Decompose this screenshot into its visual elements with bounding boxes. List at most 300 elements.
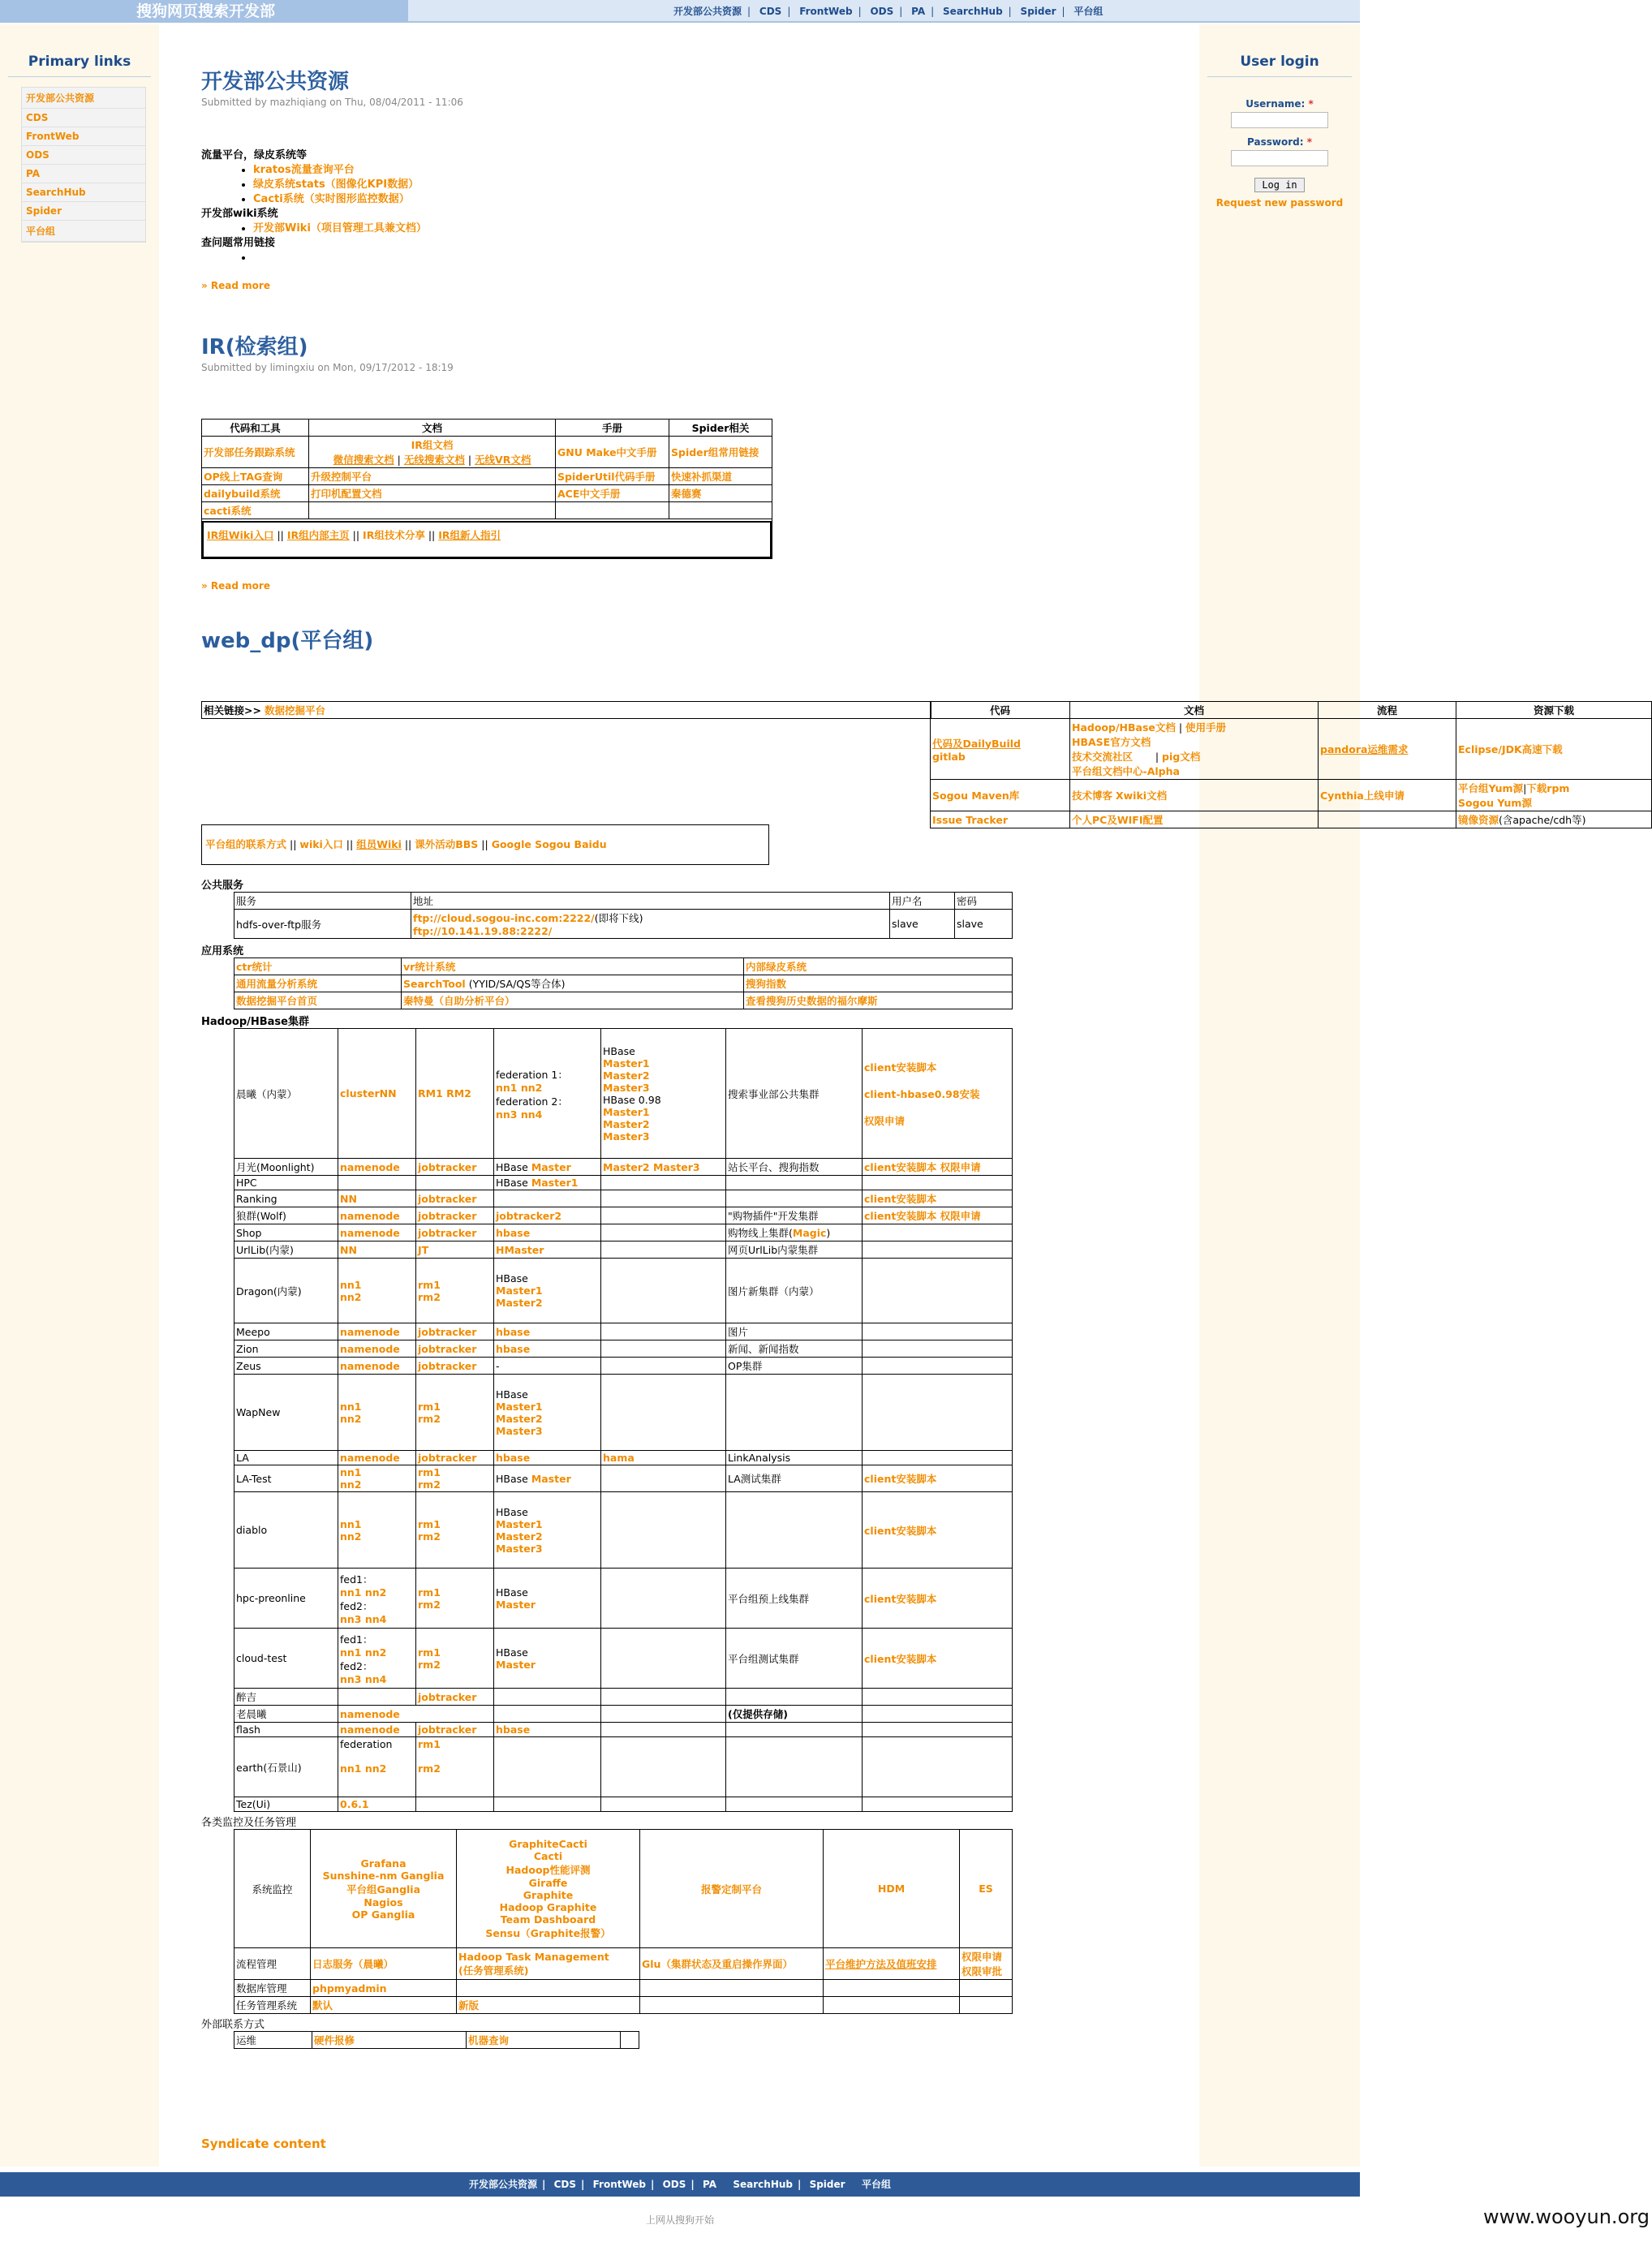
cluster-link[interactable]: jobtracker [418,1342,477,1355]
monitor-link[interactable]: HDM [877,1883,906,1895]
monitor-link[interactable]: Grafana [360,1857,407,1870]
cluster-desc: 搜索事业部公共集群 [726,1029,863,1159]
node-title[interactable]: 开发部公共资源 [201,70,350,94]
quick-link[interactable]: IR组内部主页 [286,529,350,541]
cluster-link[interactable]: rm1 [418,1646,441,1659]
quick-link[interactable]: IR组Wiki入口 [207,529,274,541]
table-link[interactable]: 微信搜索文档 [333,454,394,466]
table-header: 文档 [1070,702,1319,719]
cluster-name: 晨曦（内蒙） [234,1029,338,1159]
table-header: 服务 [234,893,411,910]
cluster-link[interactable]: client安装脚本 [864,1061,937,1074]
cluster-name: UrlLib(内蒙) [234,1241,338,1259]
cluster-link[interactable]: Magic [792,1227,827,1239]
primary-link[interactable]: PA [911,6,926,17]
cluster-link[interactable]: nn1 [340,1466,362,1478]
table-link[interactable]: Spider组常用链接 [671,446,759,458]
cluster-link[interactable]: Master2 [496,1530,543,1543]
contact-link[interactable]: wiki入口 [299,838,343,850]
section-heading: 开发部wiki系统 [201,208,278,220]
cluster-link[interactable]: nn2 [340,1478,362,1491]
cluster-link[interactable]: Master2 [603,1117,650,1130]
primary-link[interactable]: Spider [1020,6,1056,17]
cluster-link[interactable]: 0.6.1 [340,1798,369,1810]
cluster-link[interactable]: nn1 [340,1517,362,1530]
table-link[interactable]: pandora运维需求 [1320,743,1409,755]
monitor-link[interactable]: Cacti [533,1849,563,1862]
cluster-name: diablo [234,1492,338,1569]
cluster-name: Dragon(内蒙) [234,1259,338,1323]
footer-link[interactable]: FrontWeb [592,2179,647,2190]
section-heading: 外部联系方式 [201,2019,265,2031]
table-header: 代码 [931,702,1070,719]
submitted-info: Submitted by limingxiu on Mon, 09/17/2012 - 18:19 [201,362,454,373]
monitor-link[interactable]: Sunshine-nm Ganglia [322,1869,445,1882]
cluster-link[interactable]: Master [531,1472,571,1485]
monitor-link[interactable]: Sensu（Graphite报警） [485,1926,611,1939]
cluster-link[interactable]: RM1 RM2 [418,1087,471,1099]
cluster-link[interactable]: Master1 [496,1285,543,1297]
cluster-link[interactable]: rm2 [418,1762,441,1775]
cluster-link[interactable]: nn3 nn4 [496,1108,543,1121]
cluster-link[interactable]: nn2 [340,1412,362,1425]
cluster-link[interactable]: namenode [340,1359,400,1372]
external-link[interactable]: 机器查询 [468,2034,510,2046]
app-link[interactable]: 查看搜狗历史数据的福尔摩斯 [746,995,878,1007]
related-label: 相关链接>> [204,704,261,716]
cluster-link[interactable]: nn1 nn2 [496,1081,543,1094]
cluster-link[interactable]: Master2 [603,1069,650,1082]
monitor-link[interactable]: Hadoop Graphite [499,1900,597,1913]
cluster-link[interactable]: HMaster [496,1243,544,1256]
table-link[interactable]: 代码及DailyBuild [932,737,1021,750]
table-link[interactable]: ACE中文手册 [557,488,621,500]
password-label: Password: * [1247,136,1312,148]
table-cell: slave [890,910,955,939]
cluster-link[interactable]: Master1 [603,1056,650,1069]
table-link[interactable]: 使用手册 [1185,721,1227,734]
primary-link[interactable]: 开发部公共资源 [673,6,742,17]
row-label: 任务管理系统 [234,1997,311,2014]
cluster-link[interactable]: Master [496,1658,536,1671]
table-link[interactable]: Xwiki文档 [1116,790,1168,802]
hadoop-cluster-table: 晨曦（内蒙） clusterNN RM1 RM2 federation 1： nn1 nn2 federation 2： nn3 nn4 HBase Master1 Master2 Master3 HBase 0.98 Master1 Master2 Master3 搜索事业部公共集群 client安装脚本 client-hbase0.98安装 权限申请 月光(Moonlight) namenode jobtracker HBase Master Master2 Master3 站长平台、搜狗指数 client安装脚本 权限申请 HPC HBase Master1 Ranking NN jobtracker client安装脚本 狼群(Wolf) namenode jobtracker jobtracker2 "购物插件"开发集群 client安装脚本 权限申请 Shop namenode jobtracker hbase 购物线上集群(Magic) UrlLib(内蒙) NN JT HMaster 网页UrlLib内蒙集群 Dragon(内蒙) nn1 nn2 rm1 rm2 HBase Master1 Master2 图片新集群（内蒙） Meepo namenode jobtracker hbase 图片 Zion namenode jobtracker hbase 新闻、新闻指数 Zeus namenode jobtracker - OP集群 WapNew nn1 nn2 rm1 rm2 HBase Master1 Master2 Master3 LA namenode jobtracker hbase hama LinkAnalysis LA-Test nn1 nn2 rm1 rm2 HBase Master LA测试集群 client安装脚本 diablo nn1 nn2 rm1 rm2 HBase Master1 Master2 Master3 client安装脚本 hpc-preonline fed1： nn1 nn2 fed2： nn3 nn4 rm1 rm2 HBase Master 平台组预上线集群 client安装脚本 cloud-test fed1： nn1 nn2 fed2： nn3 nn4 rm1 rm2 HBase Master 平台组测试集群 client安装脚本 醉吉 jobtracker 老晨曦 namenode (仅提供存储) flash namenode jobtracker hbase earth(石景山) federation nn1 nn2 rm1 rm2 Tez(Ui) 0.6.1 [234,1028,1013,1812]
cluster-link[interactable]: Master3 [496,1424,543,1437]
cluster-link[interactable]: rm1 [418,1586,441,1599]
cluster-link[interactable]: hbase [496,1342,531,1355]
app-link[interactable]: SearchTool [403,978,466,990]
cluster-name: Tez(Ui) [234,1797,338,1812]
monitor-link[interactable]: 权限审批 [962,1965,1003,1977]
cluster-link[interactable]: nn3 nn4 [340,1612,387,1625]
cluster-link[interactable]: namenode [340,1342,400,1355]
cluster-link[interactable]: nn1 nn2 [340,1646,387,1659]
cluster-link[interactable]: rm1 [418,1278,441,1291]
row-label: 数据库管理 [234,1980,311,1997]
cluster-link[interactable]: namenode [340,1209,400,1222]
cluster-link[interactable]: client安装脚本 [864,1592,937,1605]
footer-bar: 开发部公共资源 | CDS | FrontWeb | ODS | PA SearchHub | Spider 平台组 [0,2172,1360,2197]
cluster-link[interactable]: hbase [496,1723,531,1736]
table-link[interactable]: Sogou Yum源 [1458,797,1532,809]
cluster-link[interactable]: NN [340,1243,357,1256]
cluster-name: flash [234,1723,338,1737]
cluster-link[interactable]: namenode [340,1325,400,1338]
cluster-link[interactable]: jobtracker [418,1325,477,1338]
related-links-table [201,701,931,719]
resource-link[interactable]: kratos流量查询平台 [253,164,355,176]
table-header: 用户名 [890,893,955,910]
section-heading: 各类监控及任务管理 [201,1817,297,1829]
cluster-link[interactable]: nn1 [340,1400,362,1413]
cluster-link[interactable]: Master3 [496,1542,543,1555]
app-link[interactable]: vr统计系统 [403,961,456,973]
cluster-desc: "购物插件"开发集群 [726,1207,863,1224]
cluster-desc: (仅提供存储) [728,1708,788,1720]
table-link[interactable]: Issue Tracker [932,813,1009,826]
read-more-link[interactable]: » Read more [201,280,270,291]
table-link[interactable]: 技术博客 [1072,790,1113,802]
table-link[interactable]: 个人PC及WIFI配置 [1072,814,1164,826]
footer-link[interactable]: Spider [809,2179,845,2190]
sidebar-item[interactable]: 平台组 [22,221,145,242]
table-link[interactable]: pig文档 [1162,751,1201,763]
cluster-link[interactable]: Master1 [496,1517,543,1530]
cluster-link[interactable]: namenode [340,1226,400,1239]
monitor-link[interactable]: 日志服务（晨曦） [312,1958,394,1970]
section-heading: 流量平台，绿皮系统等 [201,149,308,161]
ftp-link[interactable]: ftp://cloud.sogou-inc.com:2222/ [413,912,595,924]
cluster-link[interactable]: 权限申请 [864,1114,906,1127]
footer-link[interactable]: PA [703,2179,716,2190]
table-header: 手册 [556,420,669,437]
cluster-name: earth(石景山) [234,1737,338,1797]
section-heading: 查问题常用链接 [201,237,276,249]
cluster-link[interactable]: namenode [340,1452,400,1464]
main-content [201,65,1652,2151]
cluster-link[interactable]: nn2 [340,1290,362,1303]
public-services-table: 服务 地址 用户名 密码 hdfs-over-ftp服务 ftp://cloud.sogou-inc.com:2222/(即将下线) ftp://10.141.19.88:2222/ slave slave [234,892,1013,939]
monitor-link[interactable]: 新版 [458,1999,480,2012]
cluster-name: cloud-test [234,1629,338,1689]
sidebar-item[interactable]: ODS [22,146,145,165]
monitor-link[interactable]: OP Ganglia [351,1908,415,1921]
row-label: 流程管理 [234,1948,311,1980]
external-link[interactable]: 硬件报修 [314,2034,355,2046]
monitor-link[interactable]: ES [979,1883,993,1895]
cluster-link[interactable]: client安装脚本 权限申请 [864,1210,981,1222]
table-link[interactable]: 打印机配置文档 [311,488,382,500]
cluster-name: Shop [234,1224,338,1241]
cluster-link[interactable]: nn1 nn2 [340,1762,387,1775]
table-link[interactable]: 开发部任务跟踪系统 [204,446,295,458]
table-link[interactable]: SpiderUtil代码手册 [557,471,656,483]
contact-link[interactable]: Google Sogou Baidu [491,838,607,850]
cluster-link[interactable]: jobtracker [418,1690,477,1703]
sidebar-item[interactable]: PA [22,165,145,183]
cluster-name: LA-Test [234,1465,338,1492]
cluster-link[interactable]: hbase [496,1452,531,1464]
primary-link[interactable]: ODS [870,6,894,17]
cluster-link[interactable]: nn1 [340,1278,362,1291]
primary-links: 开发部公共资源 | CDS | FrontWeb | ODS | PA | SearchHub | Spider | 平台组 [673,6,1103,17]
ftp-link[interactable]: ftp://10.141.19.88:2222/ [413,925,553,937]
monitor-link[interactable]: Glu（集群状态及重启操作界面） [642,1958,793,1970]
external-table [234,2031,639,2049]
cluster-link[interactable]: rm2 [418,1658,441,1671]
footer-link[interactable]: ODS [662,2179,686,2190]
monitor-link[interactable]: GraphiteCacti [509,1837,587,1850]
sidebar-menu [21,87,146,243]
cluster-name: hpc-preonline [234,1569,338,1629]
monitor-link[interactable]: 平台组Ganglia [346,1883,421,1896]
cluster-name: WapNew [234,1375,338,1451]
cluster-link[interactable]: jobtracker [418,1359,477,1372]
cluster-name: Ranking [234,1190,338,1207]
row-label: 运维 [234,2032,312,2049]
resources-table: 代码 文档 流程 资源下载 代码及DailyBuild gitlab Hadoop/HBase文档 | 使用手册 HBASE官方文档 技术交流社区 | pig文档 平台组文档中心-Alpha pandora运维需求 Eclipse/JDK高速下载 Sogou Maven库 技术博客 Xwiki文档 Cynthia上线申请 平台组Yum源|下载rpm Sogou Yum源 Issue Tracker 个人PC及WIFI配置 镜像资源(含apache/cdh等) [930,701,1652,828]
cluster-link[interactable]: clusterNN [340,1087,397,1099]
footer-link[interactable]: 平台组 [861,2179,891,2190]
app-link[interactable]: 数据挖掘平台首页 [236,995,318,1007]
cluster-link[interactable]: jobtracker2 [496,1209,562,1222]
cluster-name: 醉吉 [234,1689,338,1706]
submitted-info: Submitted by mazhiqiang on Thu, 08/04/2011 - 11:06 [201,97,463,108]
user-login-title: User login [1207,24,1352,77]
ir-quick-links: IR组Wiki入口 || IR组内部主页 || IR组技术分享 || IR组新人指引 [202,521,772,558]
cluster-link[interactable]: Master3 [603,1081,650,1094]
username-label: Username: * [1245,98,1314,110]
footer-link[interactable]: 开发部公共资源 [469,2179,538,2190]
table-cell: slave [955,910,1013,939]
app-link[interactable]: 内部绿皮系统 [746,961,807,973]
monitor-link[interactable]: 平台维护方法及值班安排 [825,1958,937,1970]
cluster-link[interactable]: rm1 [418,1466,441,1478]
cluster-name: Zion [234,1340,338,1358]
cluster-link[interactable]: namenode [340,1723,400,1736]
table-link[interactable]: Eclipse/JDK高速下载 [1458,743,1563,755]
table-link[interactable]: IR组文档 [411,439,454,451]
primary-link[interactable]: SearchHub [943,6,1003,17]
cluster-name: LA [234,1451,338,1465]
monitor-link[interactable]: Hadoop Task Management [458,1950,609,1963]
cluster-link[interactable]: jobtracker [418,1723,477,1736]
cluster-link[interactable]: Master1 [496,1400,543,1413]
cluster-link[interactable]: Master [531,1160,571,1173]
ir-links-table: 代码和工具 文档 手册 Spider相关 开发部任务跟踪系统 IR组文档 微信搜索文档 | 无线搜索文档 | 无线VR文档 GNU Make中文手册 Spider组常用链接 OP线上TAG查询 升级控制平台 SpiderUtil代码手册 快速补抓渠道 dailybuild系统 打印机配置文档 ACE中文手册 秦德赛 cacti系统 IR组Wiki入口 || IR组内部主页 || IR组技术分享 || IR组新人指引 [201,419,772,559]
cluster-link[interactable]: Master1 [603,1105,650,1118]
table-text: (含apache/cdh等) [1499,814,1586,826]
footer-note: 上网从搜狗开始 [645,2214,714,2226]
site-name[interactable]: 搜狗网页搜索开发部 [0,0,408,23]
login-button[interactable]: Log in [1254,178,1304,192]
read-more-link[interactable]: » Read more [201,580,270,592]
cluster-name: 月光(Moonlight) [234,1159,338,1176]
table-link[interactable]: 平台组文档中心-Alpha [1072,765,1180,777]
syndicate-link[interactable]: Syndicate content [201,2137,326,2151]
footer-link[interactable]: CDS [553,2179,577,2190]
monitor-link[interactable]: 权限申请 [962,1951,1003,1963]
cluster-name: Meepo [234,1323,338,1340]
cluster-link[interactable]: client-hbase0.98安装 [864,1087,980,1100]
table-link[interactable]: Sogou Maven库 [932,790,1020,802]
watermark: www.wooyun.org [1483,2205,1650,2228]
app-link[interactable]: ctr统计 [236,961,273,973]
cluster-link[interactable]: hbase [496,1226,531,1239]
cluster-link[interactable]: rm1 [418,1738,441,1750]
cluster-link[interactable]: Master2 [496,1412,543,1425]
table-link[interactable]: 镜像资源 [1458,814,1499,826]
cluster-link[interactable]: namenode [340,1160,400,1173]
cluster-desc: - [494,1358,601,1375]
table-link[interactable]: 技术交流社区 [1072,751,1134,763]
table-header: 流程 [1319,702,1456,719]
cluster-link[interactable]: jobtracker [418,1192,477,1205]
table-link[interactable]: 无线搜索文档 [403,454,465,466]
app-link[interactable]: 搜狗指数 [746,978,787,990]
cluster-link[interactable]: Master2 Master3 [603,1160,700,1173]
cluster-link[interactable]: rm1 [418,1400,441,1413]
table-link[interactable]: 下载rpm [1526,782,1570,794]
table-link[interactable]: Cynthia上线申请 [1320,790,1405,802]
cluster-desc: 网页UrlLib内蒙集群 [726,1241,863,1259]
table-link[interactable]: 快速补抓渠道 [671,471,733,483]
cluster-name: HPC [234,1176,338,1190]
cluster-link[interactable]: client安装脚本 [864,1473,937,1485]
sidebar-item[interactable]: SearchHub [22,183,145,202]
footer-link[interactable]: SearchHub [733,2179,793,2190]
cluster-link[interactable]: namenode [340,1707,400,1720]
table-link[interactable]: gitlab [932,750,966,763]
cluster-link[interactable]: Master1 [531,1177,579,1189]
cluster-desc: 新闻、新闻指数 [726,1340,863,1358]
cluster-name: 狼群(Wolf) [234,1207,338,1224]
cluster-link[interactable]: client安装脚本 权限申请 [864,1161,981,1173]
monitor-link[interactable]: 默认 [312,1999,333,2012]
resource-link[interactable]: 开发部Wiki（项目管理工具兼文档） [253,222,427,235]
table-link[interactable]: 升级控制平台 [311,471,372,483]
sidebar-item[interactable]: 开发部公共资源 [22,88,145,109]
cluster-link[interactable]: client安装脚本 [864,1524,937,1537]
cluster-link[interactable]: client安装脚本 [864,1652,937,1665]
section-heading: 公共服务 [201,880,244,892]
cluster-name: Zeus [234,1358,338,1375]
node-title[interactable]: IR(检索组) [201,335,308,359]
cluster-link[interactable]: client安装脚本 [864,1193,937,1205]
section-heading: Hadoop/HBase集群 [201,1016,309,1028]
cluster-link[interactable]: jobtracker [418,1226,477,1239]
table-link[interactable]: dailybuild系统 [204,488,281,500]
cluster-link[interactable]: jobtracker [418,1209,477,1222]
cluster-link[interactable]: Master3 [603,1130,650,1143]
contact-link[interactable]: 平台组的联系方式 [205,838,287,850]
related-link[interactable]: 数据挖掘平台 [264,704,325,716]
cluster-link[interactable]: Master2 [496,1297,543,1309]
cluster-desc: 图片 [726,1323,863,1340]
cluster-link[interactable]: NN [340,1192,357,1205]
sidebar-item[interactable]: Spider [22,202,145,221]
cluster-link[interactable]: rm2 [418,1478,441,1491]
table-cell: hdfs-over-ftp服务 [234,910,411,939]
app-link[interactable]: 通用流量分析系统 [236,978,318,990]
monitor-link[interactable]: Nagios [364,1896,403,1908]
table-header: Spider相关 [669,420,772,437]
monitor-link[interactable]: 报警定制平台 [700,1883,762,1896]
quick-link[interactable]: IR组技术分享 [363,529,425,541]
table-header: 资源下载 [1456,702,1652,719]
cluster-link[interactable]: rm2 [418,1530,441,1543]
app-link[interactable]: 秦特曼（自助分析平台） [403,995,515,1007]
contact-link[interactable]: 组员Wiki [356,838,402,850]
request-password-link[interactable]: Request new password [1215,197,1344,209]
sidebar-item[interactable]: FrontWeb [22,127,145,146]
table-header: 密码 [955,893,1013,910]
cluster-link[interactable]: JT [418,1243,429,1256]
node-body [201,148,1652,265]
monitor-link[interactable]: Giraffe [528,1876,568,1889]
cluster-link[interactable]: rm2 [418,1412,441,1425]
cluster-link[interactable]: rm2 [418,1598,441,1611]
resource-link[interactable]: Cacti系统（实时图形监控数据） [253,193,410,205]
node-title[interactable]: web_dp(平台组) [201,629,374,653]
webdp-top-area [201,701,1652,824]
table-header: 代码和工具 [202,420,309,437]
cluster-link[interactable]: jobtracker [418,1160,477,1173]
table-header: 地址 [411,893,890,910]
quick-link[interactable]: IR组新人指引 [438,529,501,541]
table-link[interactable]: cacti系统 [204,505,252,517]
primary-links-title: Primary links [8,24,151,77]
primary-link[interactable]: FrontWeb [799,6,853,17]
monitor-link[interactable]: Graphite [523,1888,574,1901]
cluster-link[interactable]: hama [603,1452,635,1464]
cluster-desc: 平台组测试集群 [726,1629,863,1689]
contact-box: 平台组的联系方式 || wiki入口 || 组员Wiki || 课外活动BBS || Google Sogou Baidu [201,824,769,865]
table-link[interactable]: Hadoop/HBase文档 [1072,721,1176,734]
table-link[interactable]: HBASE官方文档 [1072,736,1151,748]
monitor-link[interactable]: Team Dashboard [500,1913,596,1926]
cluster-link[interactable]: nn2 [340,1530,362,1543]
cluster-link[interactable]: nn1 nn2 [340,1586,387,1599]
cluster-link[interactable]: Master [496,1598,536,1611]
table-link[interactable]: OP线上TAG查询 [204,471,283,483]
monitor-link[interactable]: (任务管理系统) [458,1964,529,1977]
primary-link[interactable]: CDS [759,6,782,17]
resource-link[interactable]: 绿皮系统stats（图像化KPI数据） [253,179,419,191]
sidebar-item[interactable]: CDS [22,109,145,127]
table-link[interactable]: 无线VR文档 [475,454,531,466]
cluster-link[interactable]: jobtracker [418,1452,477,1464]
contact-link[interactable]: 课外活动BBS [415,838,479,850]
cluster-link[interactable]: rm1 [418,1517,441,1530]
left-sidebar [0,24,159,2167]
cluster-link[interactable]: rm2 [418,1290,441,1303]
cluster-desc: OP集群 [726,1358,863,1375]
apps-table: ctr统计 vr统计系统 内部绿皮系统 通用流量分析系统 SearchTool (YYID/SA/QS等合体) 搜狗指数 数据挖掘平台首页 秦特曼（自助分析平台） 查看搜狗历史数据的福尔摩斯 [234,957,1013,1009]
cluster-link[interactable]: nn3 nn4 [340,1672,387,1685]
cluster-desc: 平台组预上线集群 [726,1569,863,1629]
table-link[interactable]: GNU Make中文手册 [557,446,657,458]
cluster-desc: 图片新集群（内蒙） [726,1259,863,1323]
monitor-link[interactable]: phpmyadmin [312,1982,387,1995]
cluster-link[interactable]: hbase [496,1325,531,1338]
monitor-table [234,1829,1013,2014]
table-link[interactable]: 平台组Yum源 [1458,782,1524,794]
primary-link[interactable]: 平台组 [1073,6,1103,17]
cluster-desc: 站长平台、搜狗指数 [726,1159,863,1176]
table-link[interactable]: 秦德赛 [671,488,702,500]
monitor-link[interactable]: Hadoop性能评测 [505,1863,591,1876]
